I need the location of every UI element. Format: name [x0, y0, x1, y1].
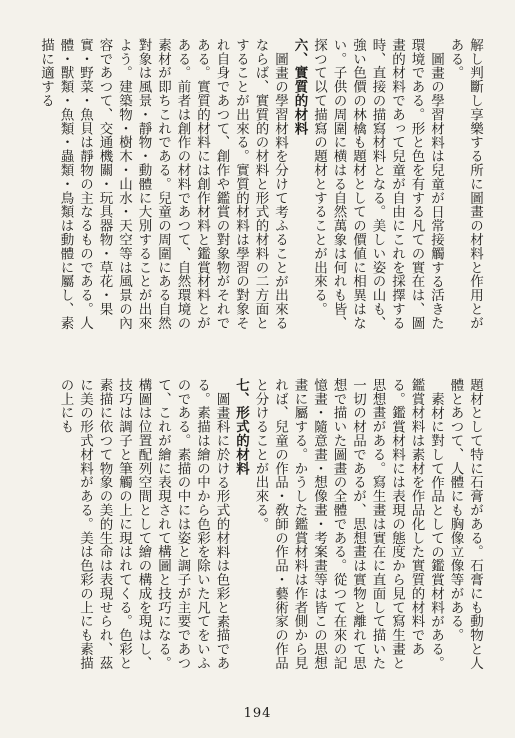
paragraph: 圖畫の學習材料は兒童が日常接觸する活きた環境である。形と色を有する凡ての實在は、圖畫的材料であって兒童が自由にこれを採擇する時、直接の描寫材料となる。美しい姿の山も、強い色價の林檎も題材としての價値に相異はない。子供の周圍に横はる自然萬象は何れも皆、探つて以て描寫の題材とすることが出來る。: [311, 38, 444, 330]
section-heading: 六、實質的材料: [291, 38, 308, 136]
paragraph: 解し判斷し享樂する所に圖畫の材料と作用とがある。: [447, 38, 483, 330]
section-heading: 七、形式的材料: [233, 378, 249, 476]
paragraph: 素材に對して作品としての鑑賞材料がある。鑑賞材料は素材を作品化した實質的材料である。鑑賞材料には表現の態度から見て寫生畫と思想畫がある。寫生畫は實在に直面して描いた一切の材品であるが、思想畫は實物と離れて思想で描いた圖畫の全體である。從つて在來の記憶畫・隨意畫・想像畫・考案畫等は皆この思想畫に屬する。かうした鑑賞材料は作者側から見れば、兒童の作品・敎師の作品・藝術家の作品と分けることが出來る。: [252, 378, 444, 670]
paragraph: 圖畫の學習材料を分けて考ふることが出來るならば、實質的の材料と形式的材料の二方面とすることが出來る。實質的材料は學習の對象それ自身であつて、創作や鑑賞の對象物がそれである。實質的材料には創作材料と鑑賞材料とがある。前者は創作の材料であつて、自然環境の素材が即ちこれである。兒童の周圍にある自然對象は風景・靜物・動體に大別することが出來よう。建築物・樹木・山水・天空等は風景の內容であつて、交通機關・玩具器物・草花・果實・野菜・魚貝は靜物の主なるものである。人體・獸類・魚類・蟲類・鳥類は動體に屬し、素描に適する: [38, 38, 288, 330]
paragraph: 題材として特に石膏がある。石膏にも動物と人體とあつて、人體にも胸像立像等がある。: [447, 378, 483, 670]
paragraph: 圖畫科に於ける形式的材料は色彩と素描である。素描は繪の中から色彩を除いた凡てをいふのである。素描の中には姿と調子が主要であつて、これが繪に表現されて構圖と技巧になる。構圖は位置配列空間として繪の構成を現はし、技巧は調子と筆觸の上に現はれてくる。色彩と素描に依つて物象の美的生命は表現せられ、茲に美の形式材料がある。美は色彩の上にも素描の上にも: [57, 378, 230, 670]
lower-text-block: [48, 378, 484, 678]
upper-text-block: [38, 38, 484, 338]
page-number: 194: [243, 706, 272, 721]
